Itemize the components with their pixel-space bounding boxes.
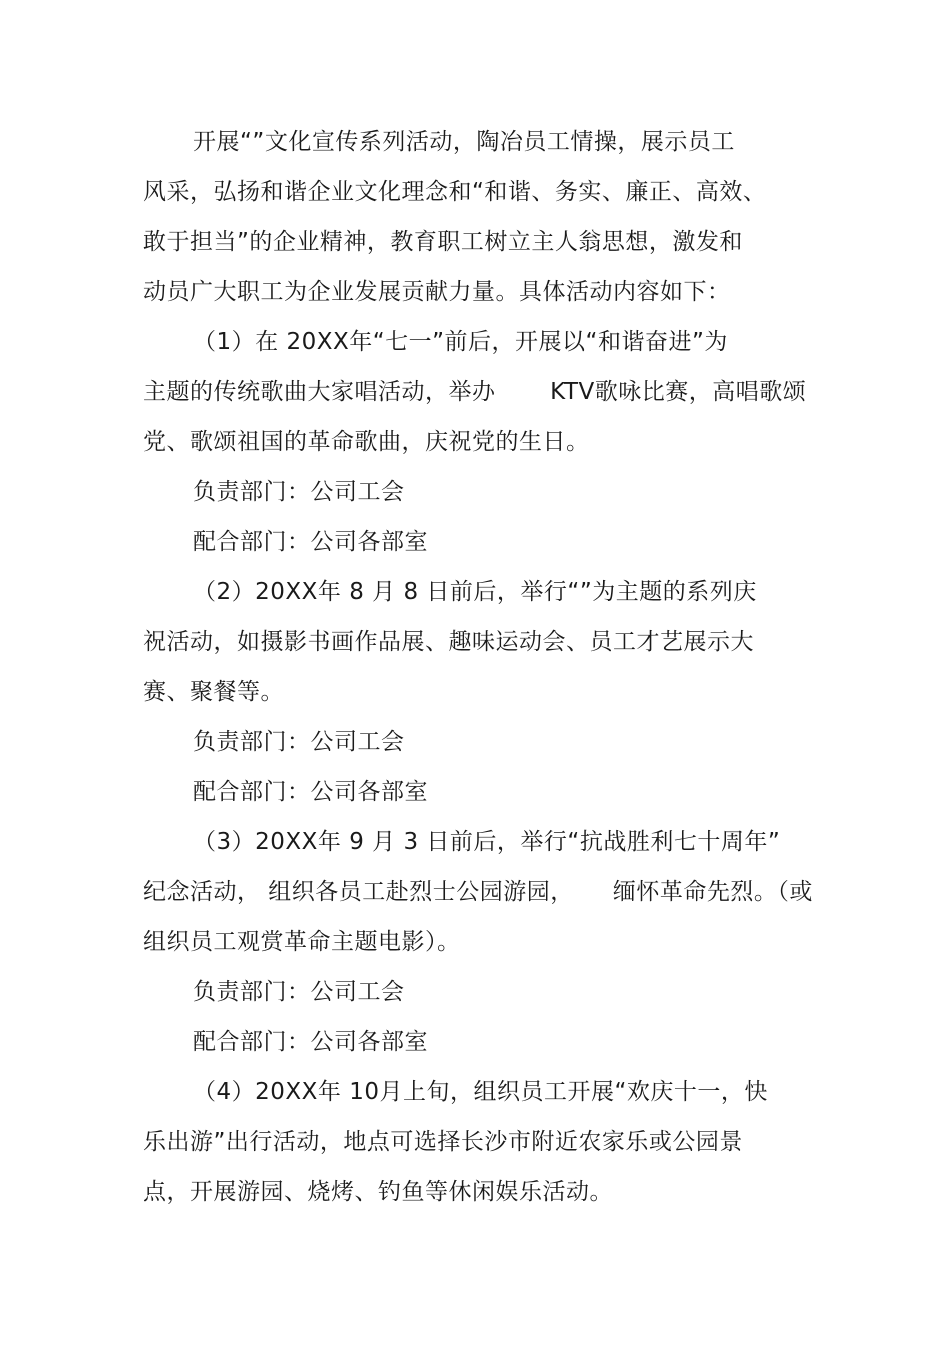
item3-line-1: （3）20XX年 9 月 3 日前后，举行“抗战胜利七十周年”	[193, 829, 781, 855]
intro-line-1: 开展“”文化宣传系列活动，陶冶员工情操，展示员工	[193, 129, 735, 155]
item1-line-2: 主题的传统歌曲大家唱活动，举办 KTV歌咏比赛，高唱歌颂	[143, 379, 807, 405]
item1-line-3: 党、歌颂祖国的革命歌曲，庆祝党的生日。	[143, 429, 590, 455]
item2-line-1: （2）20XX年 8 月 8 日前后，举行“”为主题的系列庆	[193, 579, 757, 605]
item1-cooperating-dept: 配合部门：公司各部室	[193, 529, 428, 555]
item4-line-1: （4）20XX年 10月上旬，组织员工开展“欢庆十一，快	[193, 1079, 768, 1105]
intro-line-4: 动员广大职工为企业发展贡献力量。具体活动内容如下：	[143, 279, 731, 305]
item2-line-2: 祝活动，如摄影书画作品展、趣味运动会、员工才艺展示大	[143, 629, 754, 655]
item3-line-2: 纪念活动， 组织各员工赴烈士公园游园， 缅怀革命先烈。（或	[143, 879, 813, 905]
intro-line-3: 敢于担当”的企业精神，教育职工树立主人翁思想，激发和	[143, 229, 743, 255]
item3-responsible-dept: 负责部门：公司工会	[193, 979, 405, 1005]
item1-responsible-dept: 负责部门：公司工会	[193, 479, 405, 505]
item2-line-3: 赛、聚餐等。	[143, 679, 284, 705]
item4-line-3: 点，开展游园、烧烤、钓鱼等休闲娱乐活动。	[143, 1179, 613, 1205]
item1-line-1: （1）在 20XX年“七一”前后，开展以“和谐奋进”为	[193, 329, 728, 355]
item4-line-2: 乐出游”出行活动，地点可选择长沙市附近农家乐或公园景	[143, 1129, 743, 1155]
item2-cooperating-dept: 配合部门：公司各部室	[193, 779, 428, 805]
intro-line-2: 风采，弘扬和谐企业文化理念和“和谐、务实、廉正、高效、	[143, 179, 767, 205]
item2-responsible-dept: 负责部门：公司工会	[193, 729, 405, 755]
item3-cooperating-dept: 配合部门：公司各部室	[193, 1029, 428, 1055]
item3-line-3: 组织员工观赏革命主题电影）。	[143, 929, 461, 955]
